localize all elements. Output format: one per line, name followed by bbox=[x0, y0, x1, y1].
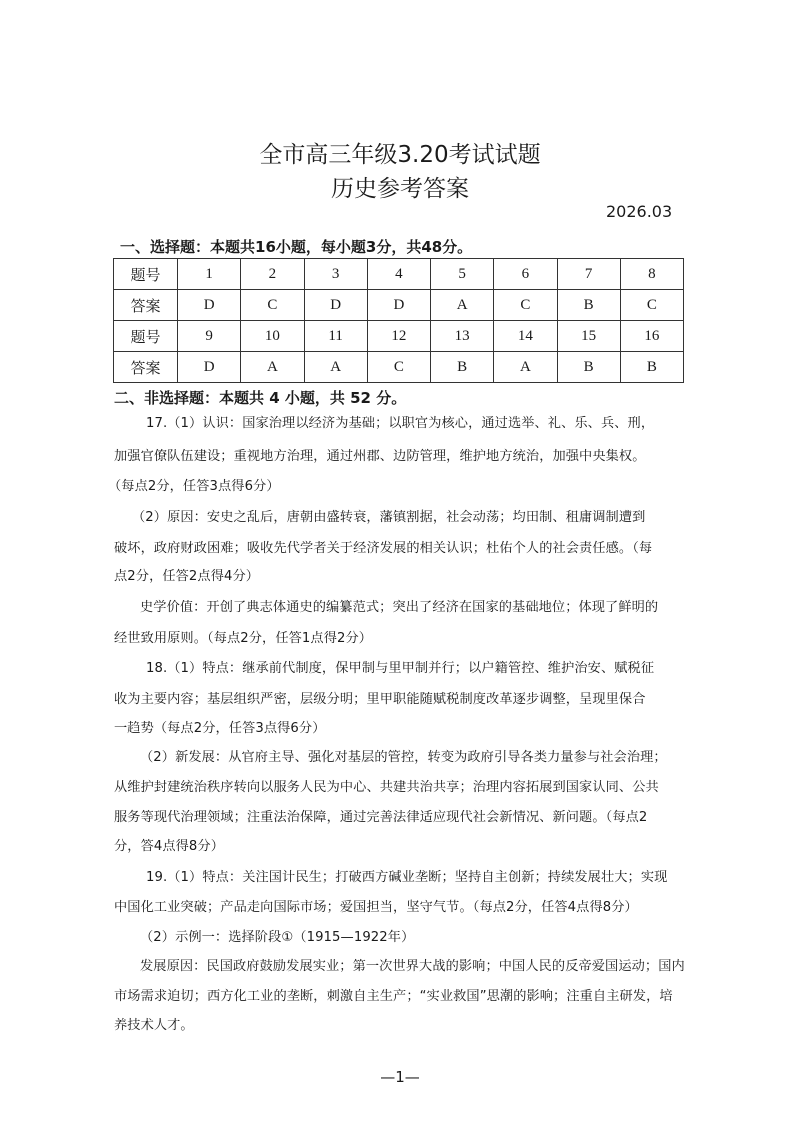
answer-value: C bbox=[241, 290, 304, 321]
answer-value: C bbox=[620, 290, 683, 321]
title-line-1: 全市高三年级3.20考试试题 bbox=[259, 142, 541, 168]
answer-text-line: （2）原因：安史之乱后，唐朝由盛转衰，藩镇割据，社会动荡；均田制、租庸调制遭到 bbox=[132, 510, 646, 525]
answer-text-line: 从维护封建统治秩序转向以服务人民为中心、共建共治共享；治理内容拓展到国家认同、公共 bbox=[114, 780, 659, 795]
section2-heading: 二、非选择题：本题共 4 小题，共 52 分。 bbox=[114, 389, 407, 407]
question-number: 1 bbox=[178, 259, 241, 290]
question-number: 3 bbox=[304, 259, 367, 290]
answer-table bbox=[113, 258, 684, 383]
question-number: 4 bbox=[367, 259, 430, 290]
answer-text-line: 经世致用原则。（每点2分，任答1点得2分） bbox=[114, 631, 373, 646]
title-line-2: 历史参考答案 bbox=[331, 176, 469, 202]
answer-value: B bbox=[557, 352, 620, 383]
question-number: 14 bbox=[494, 321, 557, 352]
answer-value: D bbox=[178, 290, 241, 321]
page-number: —1— bbox=[380, 1068, 420, 1086]
table-row-answers-2 bbox=[114, 352, 684, 383]
date-label: 2026.03 bbox=[606, 202, 673, 221]
row-label-question: 题号 bbox=[114, 259, 178, 290]
question-number: 8 bbox=[620, 259, 683, 290]
answer-text-line: 分，答4点得8分） bbox=[114, 839, 224, 854]
answer-value: A bbox=[304, 352, 367, 383]
answer-value: B bbox=[557, 290, 620, 321]
question-number: 7 bbox=[557, 259, 620, 290]
row-label-answer: 答案 bbox=[114, 352, 178, 383]
answer-text-line: 服务等现代治理领域；注重法治保障，通过完善法律适应现代社会新情况、新问题。（每点2 bbox=[114, 810, 648, 825]
answer-text-line: 17.（1）认识：国家治理以经济为基础；以职官为核心，通过选举、礼、乐、兵、刑， bbox=[146, 416, 655, 431]
answer-value: D bbox=[304, 290, 367, 321]
answer-value: C bbox=[494, 290, 557, 321]
answer-value: B bbox=[620, 352, 683, 383]
answer-value: D bbox=[178, 352, 241, 383]
answer-text-line: 18.（1）特点：继承前代制度，保甲制与里甲制并行；以户籍管控、维护治安、赋税征 bbox=[146, 661, 655, 676]
answer-value: A bbox=[431, 290, 494, 321]
answer-text-line: 市场需求迫切；西方化工业的垄断，刺激自主生产；“实业救国”思潮的影响；注重自主研发，培 bbox=[114, 989, 673, 1004]
answer-text-line: 养技术人才。 bbox=[114, 1018, 194, 1033]
answer-text-line: 中国化工业突破；产品走向国际市场；爱国担当，坚守气节。（每点2分，任答4点得8分） bbox=[114, 900, 638, 915]
answer-value: A bbox=[241, 352, 304, 383]
answer-text-line: 点2分，任答2点得4分） bbox=[114, 569, 260, 584]
answer-text-line: 史学价值：开创了典志体通史的编纂范式；突出了经济在国家的基础地位；体现了鲜明的 bbox=[140, 600, 659, 615]
question-number: 13 bbox=[431, 321, 494, 352]
answer-text-line: 发展原因：民国政府鼓励发展实业；第一次世界大战的影响；中国人民的反帝爱国运动；国内 bbox=[140, 959, 685, 974]
question-number: 10 bbox=[241, 321, 304, 352]
table-row-questions-2 bbox=[114, 321, 684, 352]
table-row-questions-1 bbox=[114, 259, 684, 290]
answer-text-line: 一趋势（每点2分，任答3点得6分） bbox=[114, 721, 326, 736]
table-row-answers-1 bbox=[114, 290, 684, 321]
answer-value: D bbox=[367, 290, 430, 321]
question-number: 9 bbox=[178, 321, 241, 352]
question-number: 15 bbox=[557, 321, 620, 352]
question-number: 5 bbox=[431, 259, 494, 290]
answer-text-line: 破坏，政府财政困难；吸收先代学者关于经济发展的相关认识；杜佑个人的社会责任感。（每 bbox=[114, 541, 653, 556]
answer-value: B bbox=[431, 352, 494, 383]
answer-text-line: 19.（1）特点：关注国计民生；打破西方碱业垄断；坚持自主创新；持续发展壮大；实现 bbox=[146, 870, 668, 885]
answer-text-line: （每点2分，任答3点得6分） bbox=[108, 479, 280, 494]
answer-text-line: 收为主要内容；基层组织严密，层级分明；里甲职能随赋税制度改革逐步调整，呈现里保合 bbox=[114, 692, 646, 707]
row-label-answer: 答案 bbox=[114, 290, 178, 321]
answer-text-line: 加强官僚队伍建设；重视地方治理，通过州郡、边防管理，维护地方统治，加强中央集权。 bbox=[114, 449, 646, 464]
answer-text-line: （2）新发展：从官府主导、强化对基层的管控，转变为政府引导各类力量参与社会治理； bbox=[140, 750, 667, 765]
question-number: 6 bbox=[494, 259, 557, 290]
row-label-question: 题号 bbox=[114, 321, 178, 352]
question-number: 12 bbox=[367, 321, 430, 352]
answer-value: A bbox=[494, 352, 557, 383]
answer-text-line: （2）示例一：选择阶段①（1915—1922年） bbox=[140, 930, 415, 945]
question-number: 2 bbox=[241, 259, 304, 290]
section1-heading: 一、选择题：本题共16小题，每小题3分，共48分。 bbox=[120, 238, 473, 256]
question-number: 16 bbox=[620, 321, 683, 352]
question-number: 11 bbox=[304, 321, 367, 352]
answer-value: C bbox=[367, 352, 430, 383]
